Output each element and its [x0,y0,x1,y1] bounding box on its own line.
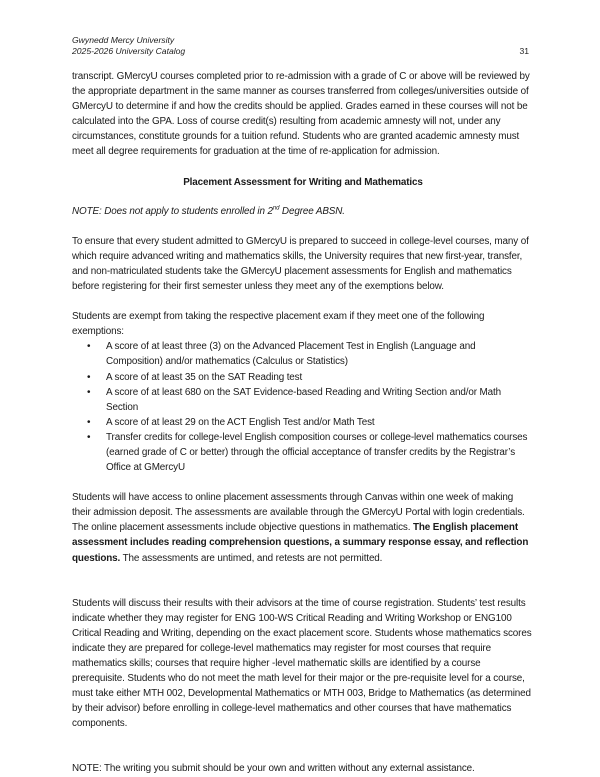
access-bold-text: The English placement assessment includes reading comprehension questions, a summary response essay, and reflection questions. [72,522,529,564]
access-text-end: The assessments are untimed, and retests are not permitted. [120,552,383,564]
note-text-end: Degree ABSN. [279,205,345,217]
exemption-item: • A score of at least three (3) on the Advanced Placement Test in English (Language and Composition) and/or mathematics (Calculus or Statistics) [106,339,534,369]
running-header [72,35,185,56]
access-text: Students will have access to online placement assessments through Canvas within one week of making their admission deposit. The assessments are available through the GMercyU Portal with login credentials. The online placement assessments include objective questions in mathematics. [72,492,525,534]
final-note: NOTE: The writing you submit should be your own and written without any external assistance. [72,763,475,775]
page-number: 31 [519,46,529,56]
absn-note [72,204,534,219]
exemptions-intro: Students are exempt from taking the respective placement exam if they meet one of the following exemptions: [72,311,485,338]
note-text: NOTE: Does not apply to students enrolled in 2 [72,205,273,217]
access-paragraph [72,490,534,565]
note-superscript: nd [272,205,280,212]
exemption-item: • A score of at least 35 on the SAT Reading test [106,370,534,385]
institution-name: Gwynedd Mercy University [72,35,175,45]
exemption-item: • Transfer credits for college-level English composition courses or college-level mathematics courses (earned grade of C or better) through the official acceptance of transfer credits by the Registrar’s Office at GMercyU [106,430,534,475]
exemption-item: • A score of at least 29 on the ACT English Test and/or Math Test [106,415,534,430]
intro-paragraph: transcript. GMercyU courses completed prior to re-admission with a grade of C or above will be reviewed by the appropriate department in the same manner as courses transferred from colleges/universities outside of GMercyU to determine if and how the credits should be applied. Grades earned in these courses will not be calculated into the GPA. Loss of course credit(s) resulting from academic amnesty will not, under any circumstances, constitute grounds for a tuition refund. Students who are granted academic amnesty must meet all degree requirements for graduation at the time of re-application for admission. [72,71,530,158]
exemption-item: • A score of at least 680 on the SAT Evidence-based Reading and Writing Section and/or Math Section [106,385,534,415]
results-paragraph: Students will discuss their results with their advisors at the time of course registration. Students’ test results indicate whether they may register for ENG 100-WS Critical Reading and Writing Workshop or ENG100 Critical Reading and Writing, depending on the exact placement score. Students whose mathematics scores indicate they are prepared for college-level mathematics may register for most courses that require mathematics skills; courses that require higher -level mathematic skills are identified by a course prerequisite. Students who do not meet the math level for their major or the pre-requisite level for a course, must take either MTH 002, Developmental Mathematics or MTH 003, Bridge to Mathematics (as determined by their advisor) before enrolling in college-level mathematics and other courses that have mathematics components. [72,597,532,730]
section-heading: Placement Assessment for Writing and Mathematics [183,176,423,188]
catalog-title: 2025-2026 University Catalog [72,45,186,56]
page-body [72,69,534,777]
purpose-paragraph: To ensure that every student admitted to GMercyU is prepared to succeed in college-level courses, many of which require advanced writing and mathematics skills, the University requires that new first-year, transfer, and non-matriculated students take the GMercyU placement assessments for English and mathematics before registering for their first semester unless they meet any of the exemptions below. [72,235,529,293]
exemptions-list [72,339,534,475]
